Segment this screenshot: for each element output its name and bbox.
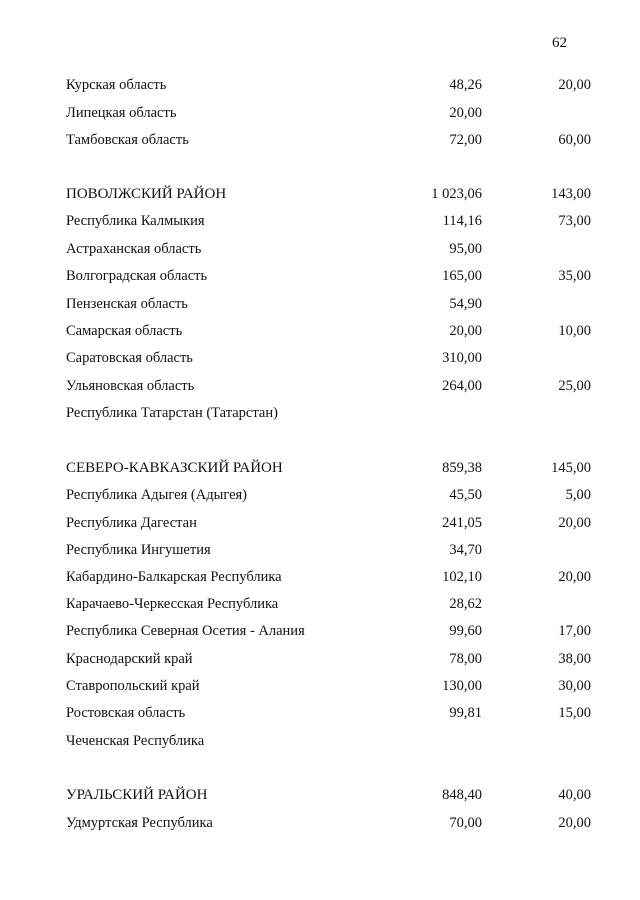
region-name: Краснодарский край	[66, 651, 193, 667]
table-row	[0, 676, 640, 696]
value-col-1: 165,00	[442, 268, 482, 284]
value-col-1: 99,81	[449, 705, 482, 721]
district-header-row	[0, 458, 640, 478]
region-name: Ставропольский край	[66, 678, 200, 694]
region-name: Республика Северная Осетия - Алания	[66, 623, 305, 639]
table-row	[0, 348, 640, 368]
value-col-2: 38,00	[558, 651, 591, 667]
value-col-1: 1 023,06	[431, 186, 482, 202]
region-name: Липецкая область	[66, 105, 177, 121]
table-row	[0, 540, 640, 560]
region-name: Республика Адыгея (Адыгея)	[66, 487, 248, 503]
value-col-2: 35,00	[558, 268, 591, 284]
region-name: Волгоградская область	[66, 268, 208, 284]
page-number: 62	[552, 35, 567, 51]
value-col-1: 859,38	[442, 460, 482, 476]
table-row	[0, 294, 640, 314]
table-row	[0, 403, 640, 423]
value-col-1: 130,00	[442, 678, 482, 694]
value-col-1: 20,00	[449, 323, 482, 339]
district-name: ПОВОЛЖСКИЙ РАЙОН	[66, 186, 227, 202]
value-col-2: 20,00	[558, 569, 591, 585]
table-row	[0, 731, 640, 751]
table-row	[0, 513, 640, 533]
region-name: Саратовская область	[66, 350, 193, 366]
table-row	[0, 239, 640, 259]
table-row	[0, 103, 640, 123]
region-name: Тамбовская область	[66, 132, 189, 148]
value-col-1: 70,00	[449, 815, 482, 831]
district-name: СЕВЕРО-КАВКАЗСКИЙ РАЙОН	[66, 460, 283, 476]
region-name: Республика Дагестан	[66, 515, 197, 531]
value-col-2: 5,00	[565, 487, 591, 503]
region-name: Ульяновская область	[66, 378, 195, 394]
table-row	[0, 321, 640, 341]
value-col-2: 20,00	[558, 515, 591, 531]
district-header-row	[0, 785, 640, 805]
region-name: Астраханская область	[66, 241, 202, 257]
region-name: Кабардино-Балкарская Республика	[66, 569, 282, 585]
table-row	[0, 376, 640, 396]
value-col-2: 20,00	[558, 77, 591, 93]
value-col-1: 241,05	[442, 515, 482, 531]
table-row	[0, 594, 640, 614]
value-col-1: 54,90	[449, 296, 482, 312]
value-col-1: 99,60	[449, 623, 482, 639]
region-name: Ростовская область	[66, 705, 186, 721]
value-col-2: 20,00	[558, 815, 591, 831]
table-row	[0, 813, 640, 833]
value-col-2: 143,00	[551, 186, 591, 202]
value-col-1: 72,00	[449, 132, 482, 148]
value-col-1: 48,26	[449, 77, 482, 93]
value-col-2: 15,00	[558, 705, 591, 721]
region-name: Курская область	[66, 77, 167, 93]
table-row	[0, 567, 640, 587]
value-col-1: 78,00	[449, 651, 482, 667]
value-col-1: 45,50	[449, 487, 482, 503]
value-col-2: 30,00	[558, 678, 591, 694]
value-col-1: 848,40	[442, 787, 482, 803]
table-row	[0, 130, 640, 150]
table-row	[0, 649, 640, 669]
region-name: Пензенская область	[66, 296, 188, 312]
value-col-2: 10,00	[558, 323, 591, 339]
value-col-2: 73,00	[558, 213, 591, 229]
table-row	[0, 266, 640, 286]
value-col-2: 145,00	[551, 460, 591, 476]
region-name: Республика Ингушетия	[66, 542, 211, 558]
table-row	[0, 75, 640, 95]
region-name: Республика Калмыкия	[66, 213, 205, 229]
region-name: Удмуртская Республика	[66, 815, 213, 831]
value-col-2: 40,00	[558, 787, 591, 803]
value-col-1: 114,16	[442, 213, 482, 229]
value-col-1: 34,70	[449, 542, 482, 558]
value-col-1: 95,00	[449, 241, 482, 257]
value-col-1: 28,62	[449, 596, 482, 612]
value-col-1: 102,10	[442, 569, 482, 585]
table-row	[0, 211, 640, 231]
value-col-2: 25,00	[558, 378, 591, 394]
district-name: УРАЛЬСКИЙ РАЙОН	[66, 787, 208, 803]
region-name: Карачаево-Черкесская Республика	[66, 596, 279, 612]
region-name: Чеченская Республика	[66, 733, 205, 749]
value-col-1: 20,00	[449, 105, 482, 121]
table-row	[0, 621, 640, 641]
value-col-1: 264,00	[442, 378, 482, 394]
region-name: Самарская область	[66, 323, 183, 339]
table-row	[0, 703, 640, 723]
value-col-1: 310,00	[442, 350, 482, 366]
value-col-2: 60,00	[558, 132, 591, 148]
region-name: Республика Татарстан (Татарстан)	[66, 405, 278, 421]
district-header-row	[0, 184, 640, 204]
value-col-2: 17,00	[558, 623, 591, 639]
table-row	[0, 485, 640, 505]
